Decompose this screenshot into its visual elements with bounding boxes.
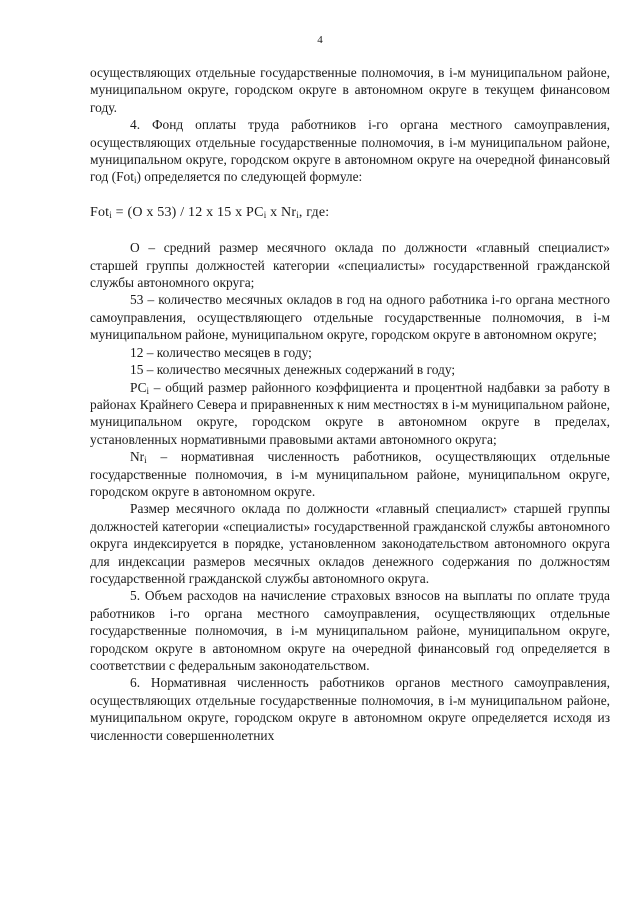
definition-nr: $Nr_i$ – нормативная численность работников, осуществляющих отдельные государственные полномочия, в i-м муниципальном районе, муниципальном округе, городском округе в автономном округе. <box>90 449 610 499</box>
paragraph-continuation: осуществляющих отдельные государственные полномочия, в i-м муниципальном районе, муниципальном округе, городском округе в автономном округе в текущем финансовом году. <box>90 65 610 115</box>
formula-mid2: х Nr <box>266 204 297 220</box>
definition-nr-term: Nr <box>130 449 145 465</box>
definition-pc-text: – общий размер районного коэффициента и процентной надбавки за работу в районах Крайнего Севера и приравненных к ним местностях в i-м муниципальном районе, муниципальном округе, городском округе в автономном округе в пределах, установленных нормативными правовыми актами автономного округа; <box>90 379 610 447</box>
formula-end: , где: <box>298 204 330 220</box>
definition-o: О – средний размер месячного оклада по должности «главный специалист» старшей группы должностей категории «специалисты» государственной гражданской службы автономного округа; <box>90 240 610 291</box>
paragraph-indexation: Размер месячного оклада по должности «главный специалист» старшей группы должностей категории «специалисты» государственной гражданской службы автономного округа индексируется в порядке, установленном законодательством автономного округа для индексации размеров месячных окладов денежного содержания по должностям государственной гражданской службы автономного округа. <box>90 501 610 586</box>
formula-middle: = (О х 53) / 12 х 15 х РС <box>111 204 264 220</box>
formula: Fot$_i$ = (О х 53) / 12 х 15 х $РС_i$ х $Nr_i$, где: <box>90 204 330 220</box>
definition-nr-text: – нормативная численность работников, осуществляющих отдельные государственные полномочия, в i-м муниципальном районе, муниципальном округе, городском округе в автономном округе. <box>90 449 610 499</box>
definition-12: 12 – количество месяцев в году; <box>130 344 312 360</box>
definition-53: 53 – количество месячных окладов в год на одного работника i-го органа местного самоуправления, осуществляющего отдельные государственные полномочия, в i-м муниципальном районе, муниципальном округе, городском округе в автономном округе; <box>90 292 610 343</box>
page-number: 4 <box>317 34 323 46</box>
document-body <box>90 64 610 744</box>
paragraph-5: 5. Объем расходов на начисление страховых взносов на выплаты по оплате труда работников i-го органа местного самоуправления, осуществляющих отдельные государственные полномочия, в i-м муниципальном районе, муниципальном округе, городском округе в автономном округе на очередной финансовый год определяется в соответствии с федеральным законодательством. <box>90 588 610 673</box>
paragraph-6: 6. Нормативная численность работников органов местного самоуправления, осуществляющих отдельные государственные полномочия, в i-м муниципальном районе, муниципальном округе, городском округе в автономном округе определяется исходя из численности совершеннолетних <box>90 675 610 743</box>
definition-pc: $РС_i$ – общий размер районного коэффициента и процентной надбавки за работу в районах Крайнего Севера и приравненных к ним местностях в i-м муниципальном районе, муниципальном округе, городском округе в автономном округе в пределах, установленных нормативными правовыми актами автономного округа; <box>90 379 610 447</box>
definition-pc-term: РС <box>130 379 147 395</box>
formula-lhs: Fot <box>90 204 110 220</box>
subscript-i: i <box>133 175 137 186</box>
paragraph-4-tail: ) определяется по следующей формуле: <box>136 169 363 185</box>
definition-15: 15 – количество месячных денежных содержаний в году; <box>130 362 456 378</box>
paragraph-4 <box>90 116 610 186</box>
paragraph-4-text: 4. Фонд оплаты труда работников i-го органа местного самоуправления, осуществляющих отдельные государственные полномочия, в i-м муниципальном районе, муниципальном округе, городском округе в автономном округе на очередной финансовый год (Fot <box>90 117 610 185</box>
